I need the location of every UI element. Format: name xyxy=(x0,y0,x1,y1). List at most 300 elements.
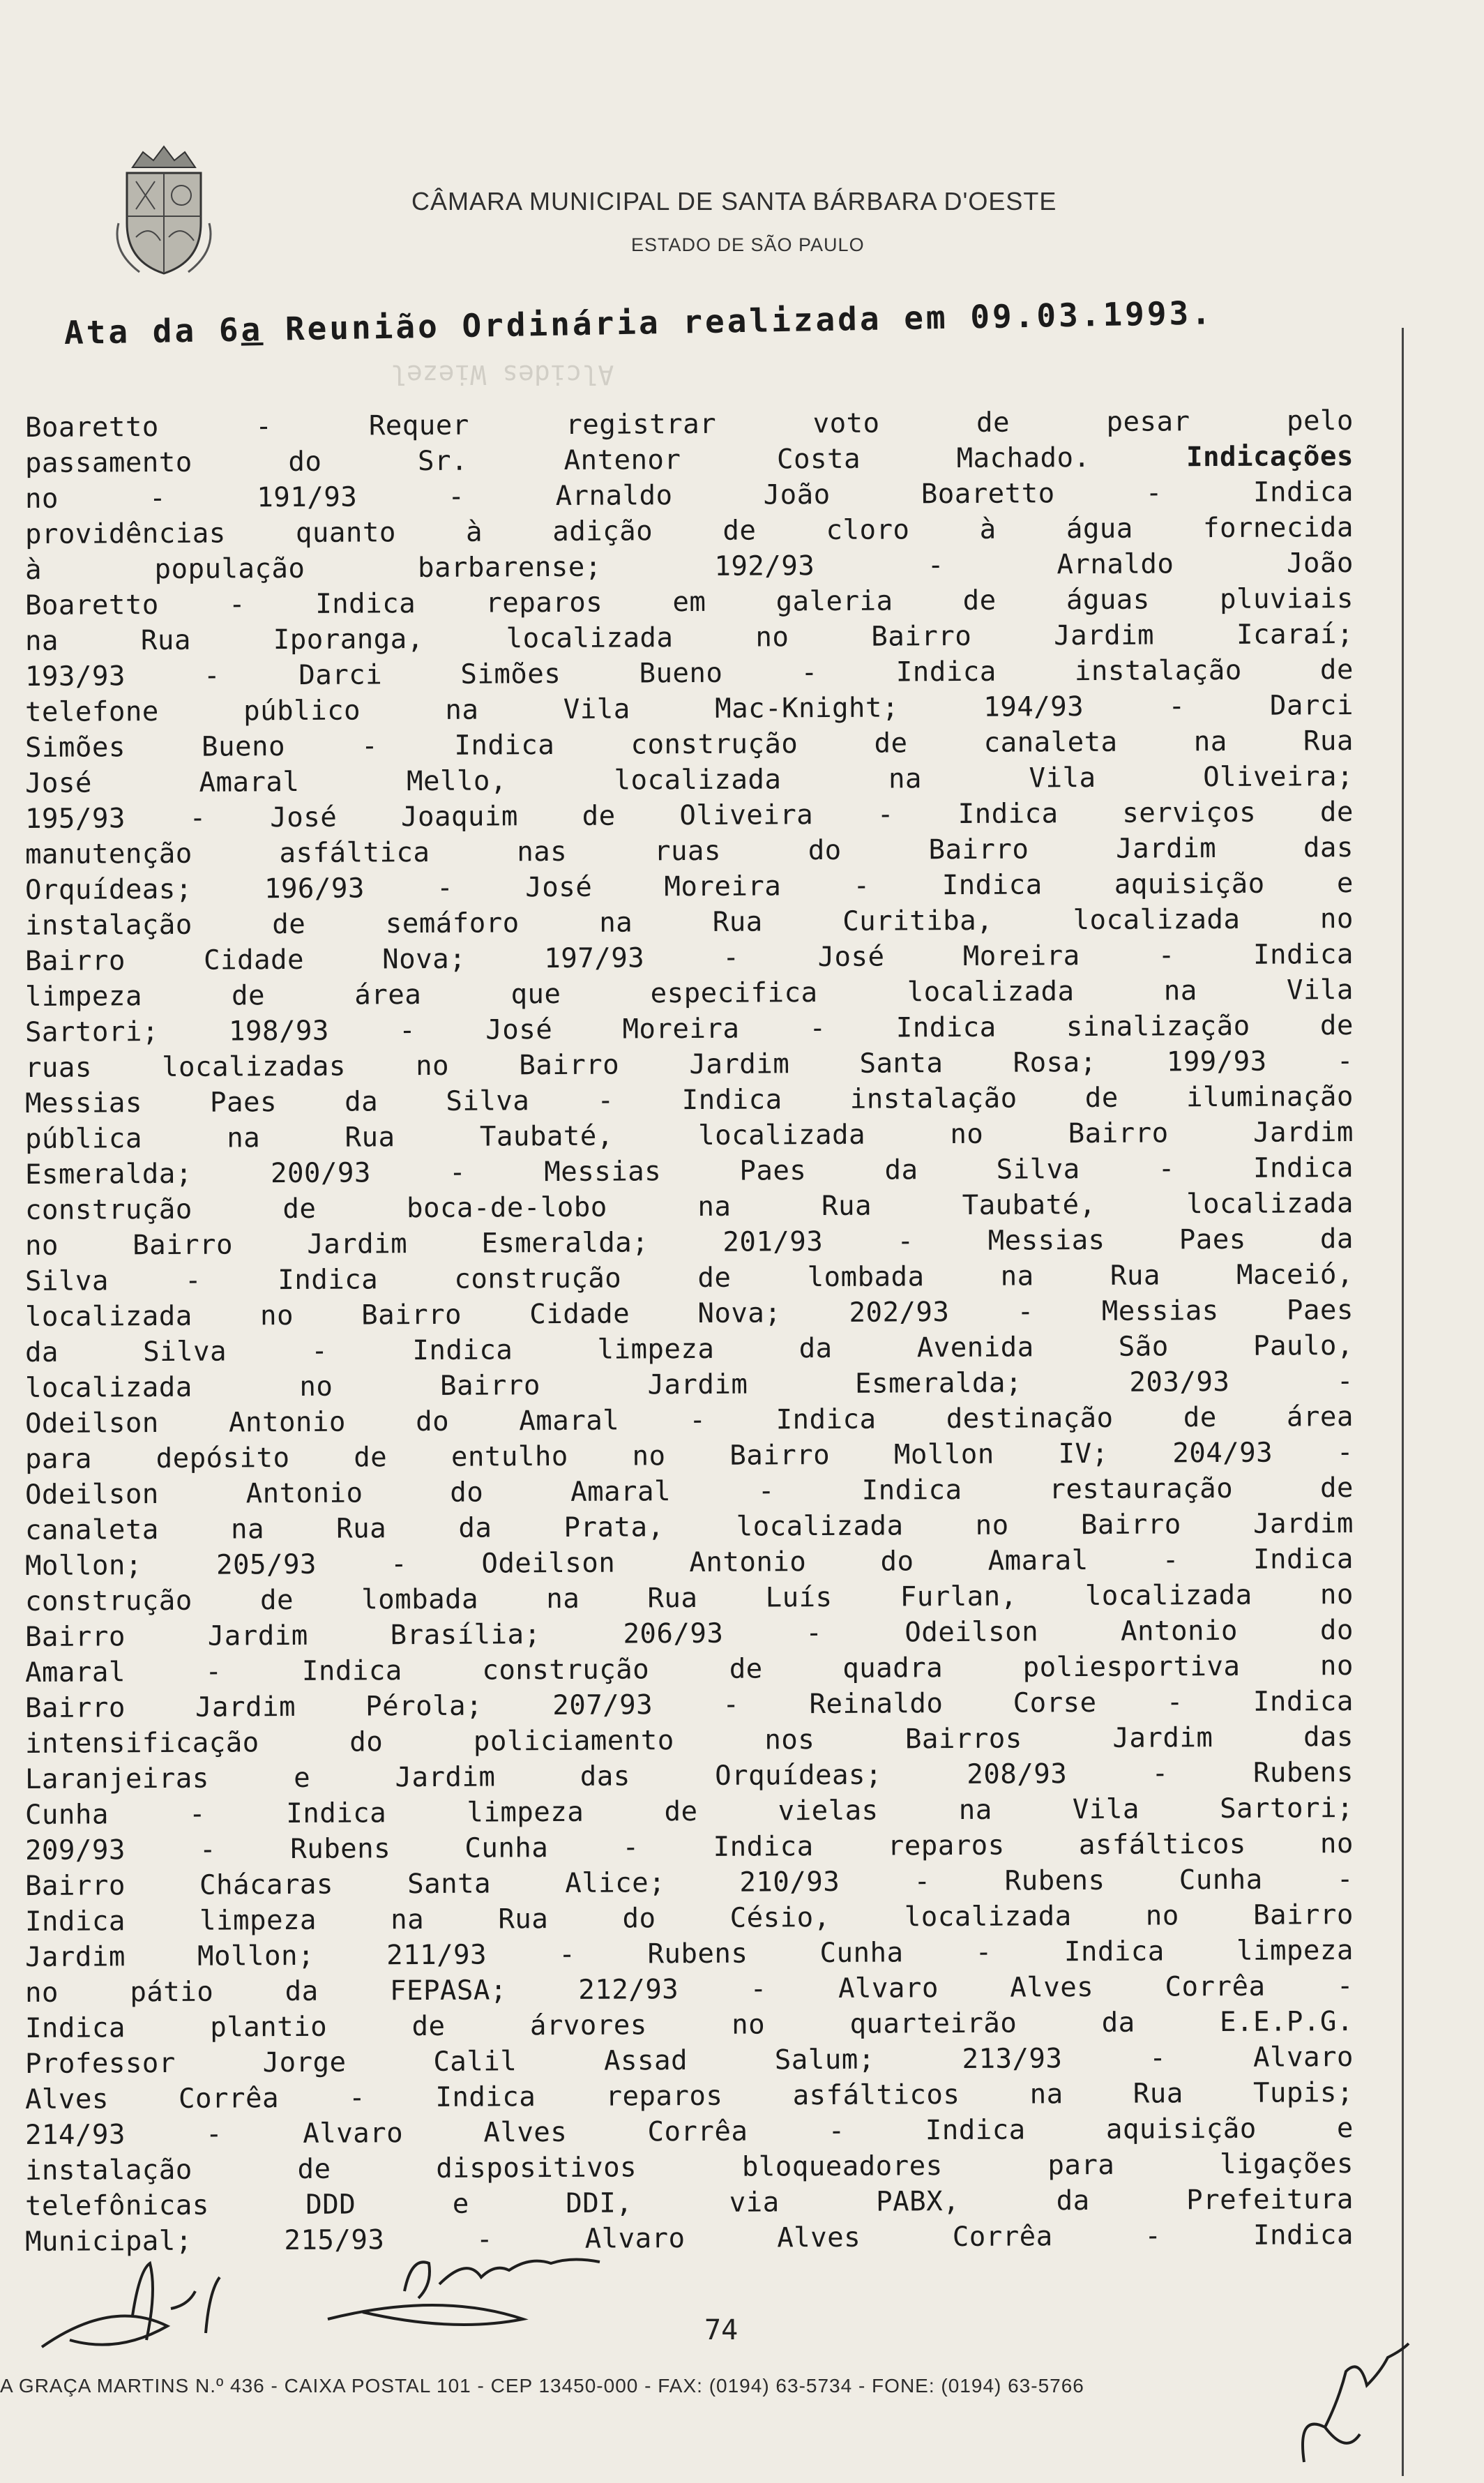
word: asfálticos xyxy=(792,2078,960,2112)
word: Alice; xyxy=(565,1867,666,1899)
word: no xyxy=(1319,1828,1354,1860)
word: Corrêa xyxy=(1165,1970,1266,2003)
word: vielas xyxy=(778,1795,879,1827)
word: de xyxy=(1319,797,1354,829)
word: Jardim xyxy=(24,1941,126,1973)
word: iluminação xyxy=(1186,1081,1354,1114)
word: Messias xyxy=(544,1156,662,1188)
word: Amaral xyxy=(987,1545,1089,1577)
word: E.E.P.G. xyxy=(1219,2006,1354,2039)
word: 211/93 xyxy=(386,1939,487,1972)
word: Bairro xyxy=(729,1439,831,1472)
word: Cidade xyxy=(529,1298,630,1331)
word: 198/93 xyxy=(228,1015,330,1048)
word: Rua xyxy=(647,1582,698,1615)
word: Jardim xyxy=(195,1691,296,1723)
word: - xyxy=(750,1973,767,2005)
word: Amaral xyxy=(570,1476,672,1508)
word: - xyxy=(1336,1864,1354,1896)
word: de xyxy=(1319,654,1354,686)
word: Alvaro xyxy=(303,2118,404,2150)
word: aquisição xyxy=(1105,2113,1257,2145)
word: área xyxy=(354,979,422,1011)
word: 193/93 xyxy=(24,661,126,693)
word: depósito xyxy=(156,1442,290,1475)
word: - xyxy=(927,550,945,582)
footer-address: A GRAÇA MARTINS N.º 436 - CAIXA POSTAL 101 - CEP 13450-000 - FAX: (0194) 63-5734 - FONE: (0194) 63-5766 xyxy=(0,2375,1084,2397)
word: Bairro xyxy=(1252,1899,1354,1931)
word: localizada xyxy=(24,1371,192,1404)
word: de xyxy=(282,1193,317,1225)
word: Mollon; xyxy=(197,1940,315,1972)
word: quarteirão xyxy=(849,2007,1017,2040)
word: Cunha xyxy=(1179,1864,1263,1896)
word: em xyxy=(672,586,706,619)
word: reparos xyxy=(485,587,603,619)
word: Indica xyxy=(286,1797,387,1830)
word: Alves xyxy=(24,2083,109,2115)
word: Iporanga, xyxy=(273,624,424,656)
word: na xyxy=(445,694,479,726)
word: na xyxy=(599,907,633,939)
word: Messias xyxy=(24,1087,142,1119)
word: construção xyxy=(482,1654,650,1686)
word: Paes xyxy=(1179,1223,1246,1256)
word: localizada xyxy=(1186,1188,1354,1221)
word: Vila xyxy=(1286,974,1354,1006)
word: Indica xyxy=(1252,1544,1354,1576)
word: - xyxy=(1158,1153,1175,1185)
word: Rosa; xyxy=(1013,1046,1097,1079)
word: Silva xyxy=(24,1265,109,1297)
word: canaleta xyxy=(983,726,1118,759)
word: reparos xyxy=(887,1829,1005,1862)
word: Taubaté, xyxy=(479,1120,614,1153)
word: Amaral xyxy=(519,1405,620,1437)
word: construção xyxy=(630,728,798,761)
word: Silva xyxy=(446,1085,530,1117)
word: - xyxy=(361,730,379,762)
word: asfáltica xyxy=(279,836,430,870)
word: Esmeralda; xyxy=(854,1367,1022,1400)
word: Indica xyxy=(1252,2219,1354,2251)
word: Maceió, xyxy=(1236,1259,1354,1291)
word: Jardim xyxy=(1054,619,1155,652)
word: Rubens xyxy=(1252,1757,1354,1789)
margin-rule xyxy=(1402,328,1404,2476)
word: na xyxy=(1000,1260,1034,1292)
word: - xyxy=(205,1656,222,1688)
word: no xyxy=(975,1509,1009,1541)
word: da xyxy=(1319,1223,1354,1255)
word: do xyxy=(288,446,322,478)
word: Jardim xyxy=(395,1761,496,1794)
word: Jardim xyxy=(647,1368,748,1401)
word: 203/93 xyxy=(1129,1366,1230,1398)
word: para xyxy=(24,1443,93,1475)
word: poliesportiva xyxy=(1022,1650,1241,1684)
word: localizada xyxy=(907,976,1075,1009)
word: telefone xyxy=(24,695,159,728)
word: Jardim xyxy=(689,1048,790,1081)
word: Paes xyxy=(1286,1295,1354,1327)
word: restauração xyxy=(1049,1472,1234,1506)
word: 212/93 xyxy=(578,1974,679,2006)
word: no xyxy=(299,1371,333,1403)
word: de xyxy=(962,584,997,617)
word: de xyxy=(664,1795,698,1828)
word: Indica xyxy=(895,1011,997,1044)
word: no xyxy=(259,1299,294,1332)
word: Corrêa xyxy=(647,2115,748,2148)
word: Reinaldo xyxy=(809,1688,944,1721)
word: ruas xyxy=(653,835,722,868)
signature-center-scribble xyxy=(300,2242,662,2333)
word: passamento xyxy=(24,446,192,479)
word: dispositivos xyxy=(436,2152,637,2184)
word: do xyxy=(416,1405,450,1438)
word: Moreira xyxy=(622,1013,740,1046)
word: voto xyxy=(812,407,880,440)
word: Cidade xyxy=(203,944,305,976)
word: Requer xyxy=(368,409,469,442)
word: Tupis; xyxy=(1252,2077,1354,2109)
word: Esmeralda; xyxy=(481,1227,649,1260)
word: do xyxy=(622,1903,656,1935)
word: - xyxy=(1144,2220,1162,2252)
word: - xyxy=(622,1832,639,1864)
word: pelo xyxy=(1286,405,1354,437)
word: boca-de-lobo xyxy=(406,1191,607,1225)
word: à xyxy=(979,513,997,545)
word: localizadas xyxy=(162,1050,347,1083)
word: 200/93 xyxy=(270,1157,372,1190)
word: PABX, xyxy=(876,2185,960,2218)
word: Vila xyxy=(563,693,630,725)
word: à xyxy=(24,554,43,586)
word: que xyxy=(510,978,561,1011)
word: Bairro xyxy=(519,1049,620,1082)
word: Paes xyxy=(739,1155,807,1187)
word: João xyxy=(1286,548,1354,580)
word: - xyxy=(228,589,246,621)
word: - xyxy=(757,1475,775,1507)
word: - xyxy=(185,1265,202,1297)
word: na xyxy=(1029,2078,1063,2111)
word: - xyxy=(1168,690,1186,723)
word: - xyxy=(975,1936,992,1968)
word: Cunha xyxy=(24,1799,109,1831)
word: Jardim xyxy=(1116,833,1217,865)
word: para xyxy=(1047,2149,1115,2182)
word: Indica xyxy=(957,798,1059,830)
word: Indica xyxy=(1252,939,1354,971)
word: Boaretto xyxy=(24,411,159,444)
word: João xyxy=(763,478,831,511)
word: - xyxy=(1151,1758,1169,1790)
title-prefix: Ata da 6 xyxy=(63,310,241,352)
word: de xyxy=(976,407,1010,439)
word: via xyxy=(729,2187,780,2219)
show-through-text: Alcides Wiezel xyxy=(391,359,614,390)
word: de xyxy=(354,1442,388,1474)
word: da xyxy=(798,1332,833,1365)
word: adição xyxy=(552,515,653,548)
word: Nova; xyxy=(697,1297,782,1329)
word: DDI, xyxy=(566,2187,633,2219)
word: localizada xyxy=(736,1510,904,1543)
word: Jardim xyxy=(207,1620,308,1652)
word: Paulo, xyxy=(1252,1330,1354,1362)
word: - xyxy=(559,1938,576,1970)
word: do xyxy=(808,834,842,867)
word: - xyxy=(437,872,454,904)
word: águas xyxy=(1066,584,1150,617)
word: Indica xyxy=(454,730,555,762)
word: Assad xyxy=(603,2045,688,2077)
word: - xyxy=(914,1866,931,1898)
word: Bairro xyxy=(871,620,972,653)
word: Messias xyxy=(1101,1295,1219,1327)
word: Silva xyxy=(143,1336,227,1368)
word: - xyxy=(205,2118,223,2150)
word: Jardim xyxy=(307,1228,408,1260)
word: Indica xyxy=(895,656,997,688)
word: da xyxy=(1101,2007,1135,2039)
word: localizada xyxy=(904,1901,1072,1933)
word: - xyxy=(809,1012,826,1045)
word: Indica xyxy=(713,1831,814,1863)
title-rest: Reunião Ordinária realizada em 09.03.1993. xyxy=(262,294,1214,349)
word: Mac-Knight; xyxy=(715,692,900,725)
word: Municipal; xyxy=(24,2225,192,2258)
word: de xyxy=(411,2010,446,2043)
word: José xyxy=(817,941,885,974)
word: de xyxy=(1319,1472,1354,1504)
word: Bairro xyxy=(24,1621,126,1653)
word: Alves xyxy=(483,2116,568,2149)
word: intensificação xyxy=(24,1727,259,1760)
word: localizada xyxy=(1073,903,1241,937)
word: 195/93 xyxy=(24,803,126,835)
word: na xyxy=(227,1122,261,1154)
word: manutenção xyxy=(24,838,192,870)
word: Indica xyxy=(1063,1935,1165,1968)
word: Rua xyxy=(1110,1260,1160,1292)
word: Bueno xyxy=(639,657,723,690)
word: - xyxy=(801,657,818,689)
word: no xyxy=(755,621,789,654)
word: Antonio xyxy=(228,1406,347,1439)
state-name: ESTADO DE SÃO PAULO xyxy=(631,234,865,255)
word: José xyxy=(485,1014,553,1046)
word: Santa xyxy=(407,1868,492,1901)
word: Odeilson xyxy=(24,1478,159,1511)
word: instalação xyxy=(24,2154,192,2187)
word: Luís xyxy=(765,1581,833,1614)
word: - xyxy=(349,2082,366,2114)
word: das xyxy=(1303,1721,1354,1753)
word: Indica xyxy=(24,2012,126,2044)
word: Corse xyxy=(1013,1686,1097,1719)
word: ligações xyxy=(1219,2148,1354,2181)
word: 213/93 xyxy=(962,2043,1063,2075)
word: Santa xyxy=(859,1048,944,1080)
word: de xyxy=(297,2153,331,2185)
word: Bairro xyxy=(24,945,126,977)
word: lombada xyxy=(807,1261,925,1294)
word: Alvaro xyxy=(584,2223,686,2255)
word: Odeilson xyxy=(24,1407,159,1440)
word: pluviais xyxy=(1219,583,1354,616)
word: de xyxy=(232,980,266,1012)
word: público xyxy=(243,695,361,727)
minutes-title xyxy=(64,294,1214,352)
word: Chácaras xyxy=(199,1869,334,1901)
word: Césio, xyxy=(729,1901,831,1934)
word: Boaretto xyxy=(921,478,1055,511)
word: Rua xyxy=(712,906,763,938)
word: 210/93 xyxy=(739,1866,840,1899)
word: Bairro xyxy=(928,833,1029,866)
word: - xyxy=(597,1085,614,1117)
word: do xyxy=(1319,1615,1354,1647)
word: policiamento xyxy=(473,1725,674,1758)
word: construção xyxy=(24,1585,192,1617)
word: na xyxy=(391,1904,425,1936)
word: Indica xyxy=(775,1403,877,1436)
word: sinalização xyxy=(1066,1010,1250,1043)
word: - xyxy=(1166,1686,1183,1719)
word: localizada xyxy=(698,1119,866,1152)
word: na xyxy=(888,763,923,795)
word: construção xyxy=(24,1193,192,1226)
word: - xyxy=(722,942,740,974)
word: e xyxy=(1336,2113,1354,2145)
word: - xyxy=(877,799,895,831)
word: Sr. xyxy=(417,445,469,478)
word: no xyxy=(732,2009,766,2041)
word: localizada xyxy=(24,1300,192,1333)
word: Alvaro xyxy=(838,1972,939,2005)
word: do xyxy=(880,1546,914,1578)
word: Brasília; xyxy=(390,1619,541,1652)
word: limpeza xyxy=(24,981,142,1013)
word: da xyxy=(884,1154,918,1186)
word: DDD xyxy=(305,2189,356,2221)
word: na xyxy=(546,1583,580,1615)
word: Sartori; xyxy=(24,1016,159,1048)
word: - xyxy=(722,1689,740,1721)
word: aquisição xyxy=(1114,868,1265,900)
institution-name: CÂMARA MUNICIPAL DE SANTA BÁRBARA D'OESTE xyxy=(411,187,1057,216)
word: FEPASA; xyxy=(389,1975,508,2007)
word: nos xyxy=(764,1724,815,1756)
word: Costa xyxy=(776,443,861,476)
word: Avenida xyxy=(916,1331,1034,1364)
word: - xyxy=(255,411,273,443)
word: - xyxy=(449,1156,467,1188)
word: Mollon; xyxy=(24,1550,142,1582)
word: Odeilson xyxy=(481,1547,616,1580)
word: quanto xyxy=(295,517,396,549)
word: e xyxy=(1336,868,1354,900)
word: Moreira xyxy=(962,940,1080,972)
word: 199/93 xyxy=(1166,1046,1267,1078)
word: 204/93 xyxy=(1172,1437,1273,1470)
word: Silva xyxy=(996,1154,1080,1186)
word: Salum; xyxy=(774,2044,875,2076)
word: Bairro xyxy=(1068,1117,1169,1150)
word: - xyxy=(1336,1046,1354,1078)
word: Curitiba, xyxy=(842,905,994,937)
word: no xyxy=(1319,1650,1354,1682)
word: no xyxy=(632,1440,666,1472)
word: Alves xyxy=(1010,1971,1094,2004)
word: água xyxy=(1066,513,1133,545)
word: IV; xyxy=(1058,1437,1109,1470)
word: asfálticos xyxy=(1078,1828,1246,1862)
word: - xyxy=(689,1404,706,1437)
word: Indica xyxy=(941,869,1043,902)
word: - xyxy=(1145,477,1163,509)
word: no xyxy=(416,1050,450,1082)
word: pesar xyxy=(1106,406,1190,438)
word: limpeza xyxy=(199,1904,317,1937)
word: localizada xyxy=(614,764,782,797)
word: Mollon xyxy=(893,1438,994,1471)
word: Alves xyxy=(777,2221,861,2254)
word: árvores xyxy=(529,2009,647,2042)
word: das xyxy=(1303,832,1354,864)
word: - xyxy=(897,1225,914,1258)
word: especifica xyxy=(650,977,818,1010)
word: telefônicas xyxy=(24,2189,209,2222)
word: Corrêa xyxy=(179,2083,280,2115)
word: Antonio xyxy=(1121,1615,1239,1647)
word: lombada xyxy=(361,1583,479,1616)
word: no xyxy=(950,1118,984,1151)
word: - xyxy=(1336,1437,1354,1469)
word: Indica xyxy=(278,1264,379,1297)
word: Indicações xyxy=(1186,441,1354,474)
word: Boaretto xyxy=(24,589,159,621)
word: José xyxy=(525,871,593,904)
word: Professor xyxy=(24,2047,176,2080)
word: - xyxy=(1149,2042,1167,2074)
word: Bairros xyxy=(904,1723,1022,1756)
word: Indica xyxy=(435,2081,536,2113)
word: Nova; xyxy=(382,943,467,976)
word: limpeza xyxy=(1236,1935,1354,1967)
word: pátio xyxy=(130,1976,214,2009)
word: Indica xyxy=(1252,1686,1354,1718)
word: Jardim xyxy=(1252,1117,1354,1149)
word: de xyxy=(729,1653,763,1685)
page-number: 74 xyxy=(704,2314,739,2346)
word: de xyxy=(1319,1010,1354,1042)
word: semáforo xyxy=(385,907,520,940)
word: Moreira xyxy=(664,870,782,903)
word: ruas xyxy=(24,1052,93,1084)
word: Antonio xyxy=(689,1546,807,1579)
word: 202/93 xyxy=(849,1297,950,1329)
word: limpeza xyxy=(467,1796,584,1829)
word: Darci xyxy=(298,659,383,691)
word: destinação xyxy=(946,1402,1114,1435)
word: Oliveira xyxy=(679,799,814,832)
word: na xyxy=(1193,725,1227,758)
